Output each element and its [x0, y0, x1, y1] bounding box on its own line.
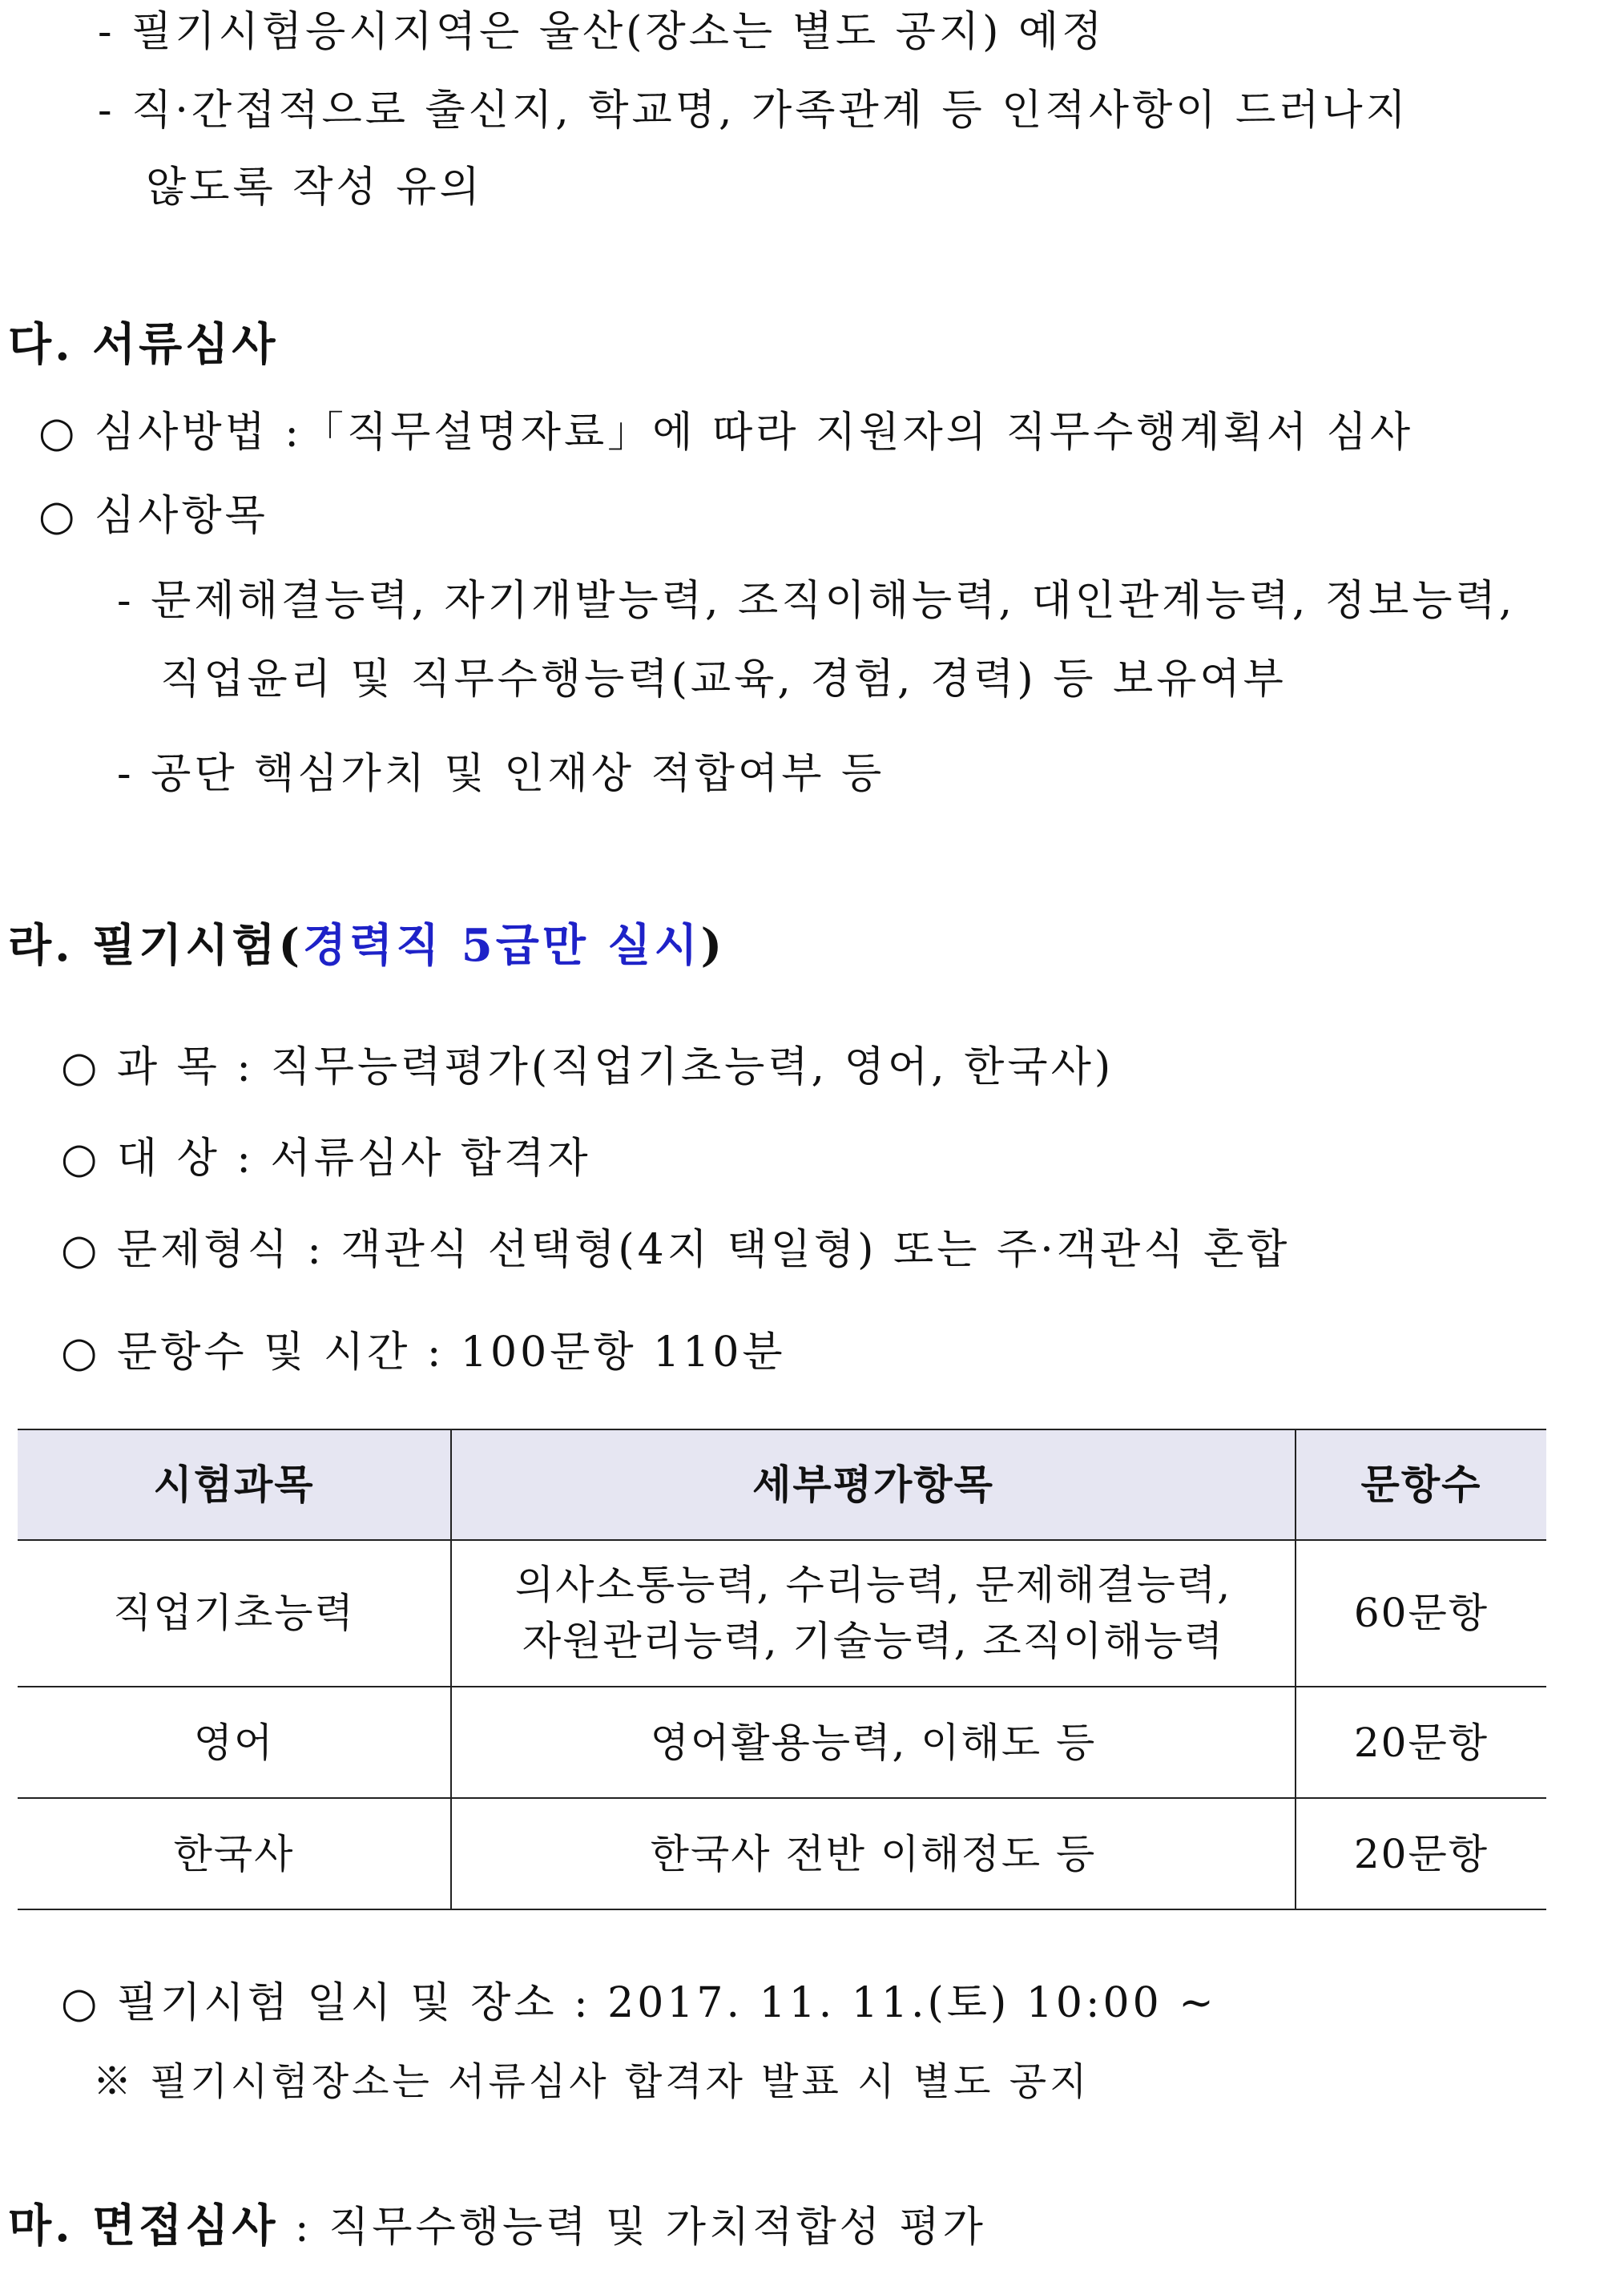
row-count: 20문항	[1353, 1830, 1489, 1877]
intro-bullet-location: - 필기시험응시지역은 울산(장소는 별도 공지) 예정	[98, 8, 1106, 56]
header-subject: 시험과목	[18, 1430, 452, 1539]
written-exam-note: 경력직 5급만 실시	[302, 919, 701, 972]
review-item-core-values: - 공단 핵심가치 및 인재상 적합여부 등	[117, 750, 885, 798]
review-item-competencies-cont: 직업윤리 및 직무수행능력(교육, 경험, 경력) 등 보유여부	[160, 655, 1287, 704]
table-row	[18, 1687, 1546, 1799]
exam-format: ○ 문제형식 : 객관식 선택형(4지 택일형) 또는 주·객관식 혼합	[61, 1226, 1291, 1274]
header-detail: 세부평가항목	[452, 1430, 1296, 1539]
row-subject: 직업기초능력	[18, 1539, 452, 1686]
header-count: 문항수	[1360, 1461, 1482, 1508]
written-exam-title: 라. 필기시험	[8, 919, 279, 972]
interview-desc: : 직무수행능력 및 가치적합성 평가	[278, 2203, 986, 2252]
interview-title: 마. 면접심사	[8, 2199, 279, 2252]
exam-target: ○ 대 상 : 서류심사 합격자	[61, 1135, 591, 1183]
paren-close: )	[700, 919, 726, 972]
row-detail: 영어활용능력, 이해도 등	[452, 1687, 1296, 1797]
exam-subject: ○ 과 목 : 직무능력평가(직업기초능력, 영어, 한국사)	[61, 1043, 1114, 1091]
paren-open: (	[278, 919, 303, 972]
intro-bullet-privacy-cont: 않도록 작성 유의	[146, 163, 483, 212]
intro-bullet-privacy: - 직·간접적으로 출신지, 학교명, 가족관계 등 인적사항이 드러나지	[98, 87, 1409, 135]
table-row	[18, 1799, 1546, 1910]
section-title-written-exam	[8, 918, 725, 973]
row-detail: 한국사 전반 이해정도 등	[452, 1799, 1296, 1909]
row-subject: 한국사	[18, 1799, 452, 1909]
row-count: 20문항	[1353, 1719, 1489, 1766]
review-item-competencies: - 문제해결능력, 자기개발능력, 조직이해능력, 대인관계능력, 정보능력,	[117, 577, 1516, 625]
row-count: 60문항	[1353, 1589, 1489, 1636]
review-method: ○ 심사방법 :「직무설명자료」에 따라 지원자의 직무수행계획서 심사	[38, 409, 1414, 457]
row-subject: 영어	[18, 1687, 452, 1797]
row-detail	[452, 1539, 1296, 1686]
row-detail-line1: 의사소통능력, 수리능력, 문제해결능력,	[514, 1561, 1232, 1608]
section-title-document-review: 다. 서류심사	[8, 318, 279, 371]
exam-schedule-note: ※ 필기시험장소는 서류심사 합격자 발표 시 별도 공지	[93, 2059, 1090, 2104]
review-items-heading: ○ 심사항목	[38, 492, 268, 540]
row-detail-line2: 자원관리능력, 기술능력, 조직이해능력	[522, 1617, 1225, 1664]
table-header-row	[18, 1429, 1546, 1541]
exam-count-time: ○ 문항수 및 시간 : 100문항 110분	[61, 1328, 786, 1377]
section-interview	[8, 2199, 986, 2255]
table-row	[18, 1539, 1546, 1687]
exam-schedule: ○ 필기시험 일시 및 장소 : 2017. 11. 11.(토) 10:00 ~	[61, 1979, 1217, 2027]
